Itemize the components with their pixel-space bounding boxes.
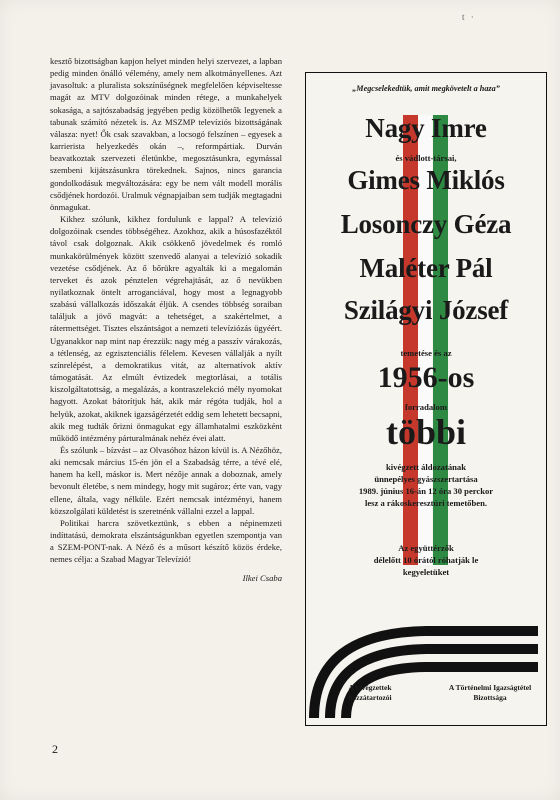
organizers-line-3: kegyeletüket (402, 567, 450, 577)
article-paragraph-4: Politikai harcra szövetkeztünk, s ebben a népinemzeti indíttatású, demokrata elszántságunkban egyetlen szempontja van a SZEM-PONT-nak. A Néző és a műsort készítő közös érdeke, nemes célja: a Szabad Magyar Televízió! (50, 517, 282, 565)
companions-line: és vádlott-társai, (395, 153, 457, 163)
name-gimes-miklos: Gimes Miklós (347, 165, 505, 195)
others-word: többi (385, 412, 467, 452)
signatory-committee-line-1: A Történelmi Igazságtétel (448, 683, 532, 692)
article-column (50, 55, 282, 584)
ceremony-line-3: 1989. június 16-án 12 óra 30 perckor (358, 486, 494, 496)
signatory-committee-line-2: Bizottsága (473, 693, 507, 702)
name-nagy-imre: Nagy Imre (365, 113, 487, 143)
article-signature: Ilkei Csaba (242, 572, 282, 583)
name-losonczy-geza: Losonczy Géza (340, 209, 512, 239)
funeral-poster (305, 72, 547, 726)
organizers-line-2: délelőtt 10 órától róhatják le (373, 555, 479, 565)
signatory-relatives-line-2: hozzátartozói (348, 693, 392, 702)
signatory-committee (440, 683, 540, 703)
ceremony-line-2: ünnepélyes gyászszertartása (374, 474, 478, 484)
signatory-relatives (330, 683, 410, 703)
revolution-line: forradalom (404, 402, 447, 412)
ceremony-line-4: lesz a rákoskeresztúri temetőben. (364, 498, 488, 508)
name-szilagyi-jozsef: Szilágyi József (343, 295, 509, 325)
article-paragraph-3: És szólunk – bízvást – az Olvasóhoz házon kívül is. A Nézőhöz, aki nemcsak március 15-én jön el a Szabadság térre, a tévé elé, hanem ha kell, máskor is. Mert nézője annak a doboznak, amely bevonult életébe, s nem mindegy, hogy mit sugároz; érte van, vagy ellene, általa, vagy nélküle. Ezért nemcsak intézményi, hanem közszolgálati küldetést is szeretnénk vállalni ezzel a lappal. (50, 445, 282, 516)
year-1956: 1956-os (377, 361, 475, 394)
article-paragraph-1: kesztő bizottságban kapjon helyet minden helyi szervezet, a lapban pedig minden önálló vélemény, amely nem alkotmányellenes. Azt javasoltuk: a pluralista sokszínűségnek megfelelően képviseltesse magát az MTV dolgozóinak minden rétege, a munkahelyek sokasága, a sajtószabadság jegyében pedig közölhetők legyenek a tabunak számító nézetek is. Az MSZMP televíziós bizottságának válasza: nyet! Ők csak szavakban, a locsogó felszínen – egyesek a karrierista helyezkedés okán –, reformpártiak. Durván beavatkoztak szervezeti életünkbe, megosztásunkra, egymással szembeni kijátszásunkra törekednek. Sajnos, nincs garancia gondolkodásuk megváltozására: egy be nem vált modell morális csődjének hordozói. Uralmuk végnapjaiban sem tudják megtagadni önmagukat. (50, 56, 282, 212)
article-paragraph-2: Kikhez szólunk, kikhez fordulunk e lappal? A televízió dolgozóinak csendes többségéhez. Azokhoz, akik a húsosfazéktól távol csak dolgoznak. Akik csökkenő jövedelmek és romló munkakörülmények között szenvedő alanyai a televízió sokadik vezetése csődjének. Az ő bőrükre agyalták ki a megalomán terveket és azok pénztelen végrehajtását, az ő nevükben nyilatkoznak öntelt arroganciával, hogy most a legnagyobb szabású vállalkozás időszakát éljük. A csendes többség soraiban találjuk a jövő magvát: a tehetséget, a szakértelmet, a rátermettséget. Tisztes elszántságot a nemzeti televíziózás ügyéért. Ugyanakkor nap mint nap érezzük: nagy még a passzív várakozás, a tétlenség, az egzisztenciális félelem. Kevesen vállalják a nyílt színrelépést, a demokratikus vitát, az alternatívok aktív támogatását. Az elmúlt évtizedek megtorlásai, a totális kiszolgáltatottság, a megalázás, a kontraszelekció mély nyomokat hagyott. Azokat bátorítjuk hát, akik már régóta tudják, hol a helyük, azokat, akiknek igazságérzetét eddig sem lehetett becsapni, akik meg tudták őrizni önmagukat egy államhatalmi eszközként működő intézmény párturalmának nehéz évei alatt. (50, 214, 282, 443)
poster-motto: „Megcselekedtük, amit megkövetelt a haza” (352, 84, 500, 93)
name-maleter-pal: Maléter Pál (359, 253, 493, 283)
ceremony-line-1: kivégzett áldozatának (386, 462, 466, 472)
organizers-line-1: Az együttérzők (398, 543, 454, 553)
burial-line: temetése és az (400, 348, 452, 358)
page-number: 2 (52, 742, 58, 756)
corner-mark: t · (462, 12, 476, 22)
signatory-relatives-line-1: A kivégzettek (348, 683, 392, 692)
